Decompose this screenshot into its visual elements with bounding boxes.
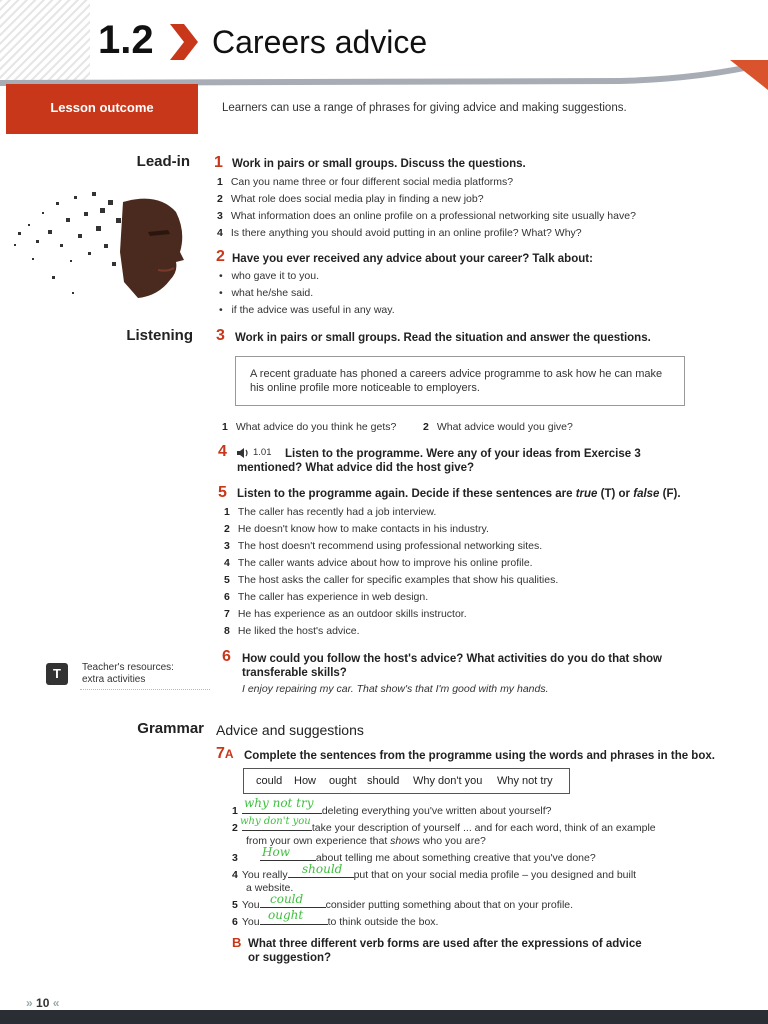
audio-track: 1.01 bbox=[253, 447, 272, 458]
situation-text: A recent graduate has phoned a careers advice programme to ask how he can make his online profile more noticeable to employers. bbox=[250, 368, 663, 394]
page-title: Careers advice bbox=[212, 24, 428, 60]
list-item: 1 Can you name three or four different social media platforms? bbox=[217, 176, 514, 188]
chevron-right-icon bbox=[168, 22, 200, 62]
exercise-number: 3 bbox=[216, 327, 225, 344]
gap-item: 1 deleting everything you've written about yourself? bbox=[232, 805, 552, 817]
list-item: 4 The caller wants advice about how to improve his online profile. bbox=[224, 557, 533, 569]
word-option: could bbox=[256, 775, 283, 787]
gap-item: 6 You to think outside the box. bbox=[232, 916, 439, 928]
pixelated-face-image bbox=[8, 172, 198, 312]
exercise-instruction: What three different verb forms are used after the expressions of advice or suggestion? bbox=[248, 938, 642, 964]
list-item: 2 What advice would you give? bbox=[423, 421, 573, 433]
page-number: » 10 « bbox=[26, 996, 60, 1010]
handwritten-answer[interactable]: why don't you bbox=[240, 816, 311, 827]
handwritten-answer[interactable]: ought bbox=[268, 908, 304, 922]
teacher-resources-icon[interactable]: T bbox=[46, 663, 68, 685]
gap-item: 3 about telling me about something creative that you've done? bbox=[232, 852, 596, 864]
word-option: Why not try bbox=[497, 775, 553, 787]
exercise-instruction: Work in pairs or small groups. Discuss the questions. bbox=[232, 158, 526, 170]
word-option: How bbox=[294, 775, 317, 787]
exercise-letter: B bbox=[232, 935, 242, 950]
list-item: • if the advice was useful in any way. bbox=[219, 304, 395, 316]
exercise-number: 7A bbox=[216, 745, 234, 762]
gap-item: 2 take your description of yourself ... and for each word, think of an example bbox=[232, 822, 656, 834]
teacher-resources-link[interactable]: Teacher's resources: extra activities bbox=[82, 662, 174, 685]
list-item: • who gave it to you. bbox=[219, 270, 319, 282]
outcome-text: Learners can use a range of phrases for giving advice and making suggestions. bbox=[222, 102, 627, 114]
list-item: 3 The host doesn't recommend using professional networking sites. bbox=[224, 540, 543, 552]
list-item: 1 What advice do you think he gets? bbox=[222, 421, 397, 433]
exercise-number: 5 bbox=[218, 484, 227, 501]
section-heading-leadin: Lead-in bbox=[136, 153, 190, 170]
exercise-number: 1 bbox=[214, 154, 223, 171]
exercise-number: 4 bbox=[218, 443, 227, 460]
word-option: ought bbox=[329, 775, 357, 787]
list-item: 5 The host asks the caller for specific examples that show his qualities. bbox=[224, 574, 559, 586]
footer-bar bbox=[0, 1010, 768, 1024]
word-option: should bbox=[367, 775, 400, 787]
list-item: 8 He liked the host's advice. bbox=[224, 625, 360, 637]
exercise-instruction: How could you follow the host's advice? What activities do you do that show transferable skills? bbox=[242, 653, 662, 679]
handwritten-answer[interactable]: could bbox=[270, 892, 304, 906]
lesson-number: 1.2 bbox=[98, 18, 154, 62]
list-item: 1 The caller has recently had a job interview. bbox=[224, 506, 437, 518]
exercise-instruction: Have you ever received any advice about your career? Talk about: bbox=[232, 253, 593, 265]
gap-item-continued: a website. bbox=[246, 882, 294, 894]
exercise-instruction: Listen to the programme again. Decide if these sentences are true (T) or false (F). bbox=[237, 488, 681, 500]
list-item: 3 What information does an online profile on a professional networking site usually have? bbox=[217, 210, 636, 222]
exercise-instruction: Work in pairs or small groups. Read the situation and answer the questions. bbox=[235, 332, 651, 344]
exercise-instruction: Listen to the programme. Were any of your ideas from Exercise 3 mentioned? What advice did the host give? bbox=[237, 448, 641, 474]
divider bbox=[80, 689, 210, 690]
gap-item-continued: from your own experience that shows who you are? bbox=[246, 835, 486, 847]
example-answer: I enjoy repairing my car. That show's that I'm good with my hands. bbox=[242, 683, 549, 695]
section-heading-listening: Listening bbox=[126, 327, 193, 344]
gap-item: 5 You consider putting something about that on your profile. bbox=[232, 899, 574, 911]
handwritten-answer[interactable]: should bbox=[302, 862, 343, 876]
exercise-instruction: Complete the sentences from the programme using the words and phrases in the box. bbox=[244, 750, 715, 762]
gap-item: 4 You really put that on your social media profile – you designed and built bbox=[232, 869, 637, 881]
grammar-subheading: Advice and suggestions bbox=[216, 722, 364, 738]
list-item: 7 He has experience as an outdoor skills instructor. bbox=[224, 608, 467, 620]
handwritten-answer[interactable]: How bbox=[262, 845, 290, 859]
list-item: 2 What role does social media play in finding a new job? bbox=[217, 193, 484, 205]
word-option: Why don't you bbox=[413, 775, 483, 787]
section-heading-grammar: Grammar bbox=[137, 720, 204, 737]
outcome-label: Lesson outcome bbox=[50, 100, 154, 115]
exercise-number: 2 bbox=[216, 248, 225, 265]
list-item: 2 He doesn't know how to make contacts in his industry. bbox=[224, 523, 489, 535]
list-item: • what he/she said. bbox=[219, 287, 314, 299]
exercise-number: 6 bbox=[222, 648, 231, 665]
list-item: 6 The caller has experience in web design. bbox=[224, 591, 429, 603]
handwritten-answer[interactable]: why not try bbox=[244, 796, 314, 810]
list-item: 4 Is there anything you should avoid putting in an online profile? What? Why? bbox=[217, 227, 582, 239]
